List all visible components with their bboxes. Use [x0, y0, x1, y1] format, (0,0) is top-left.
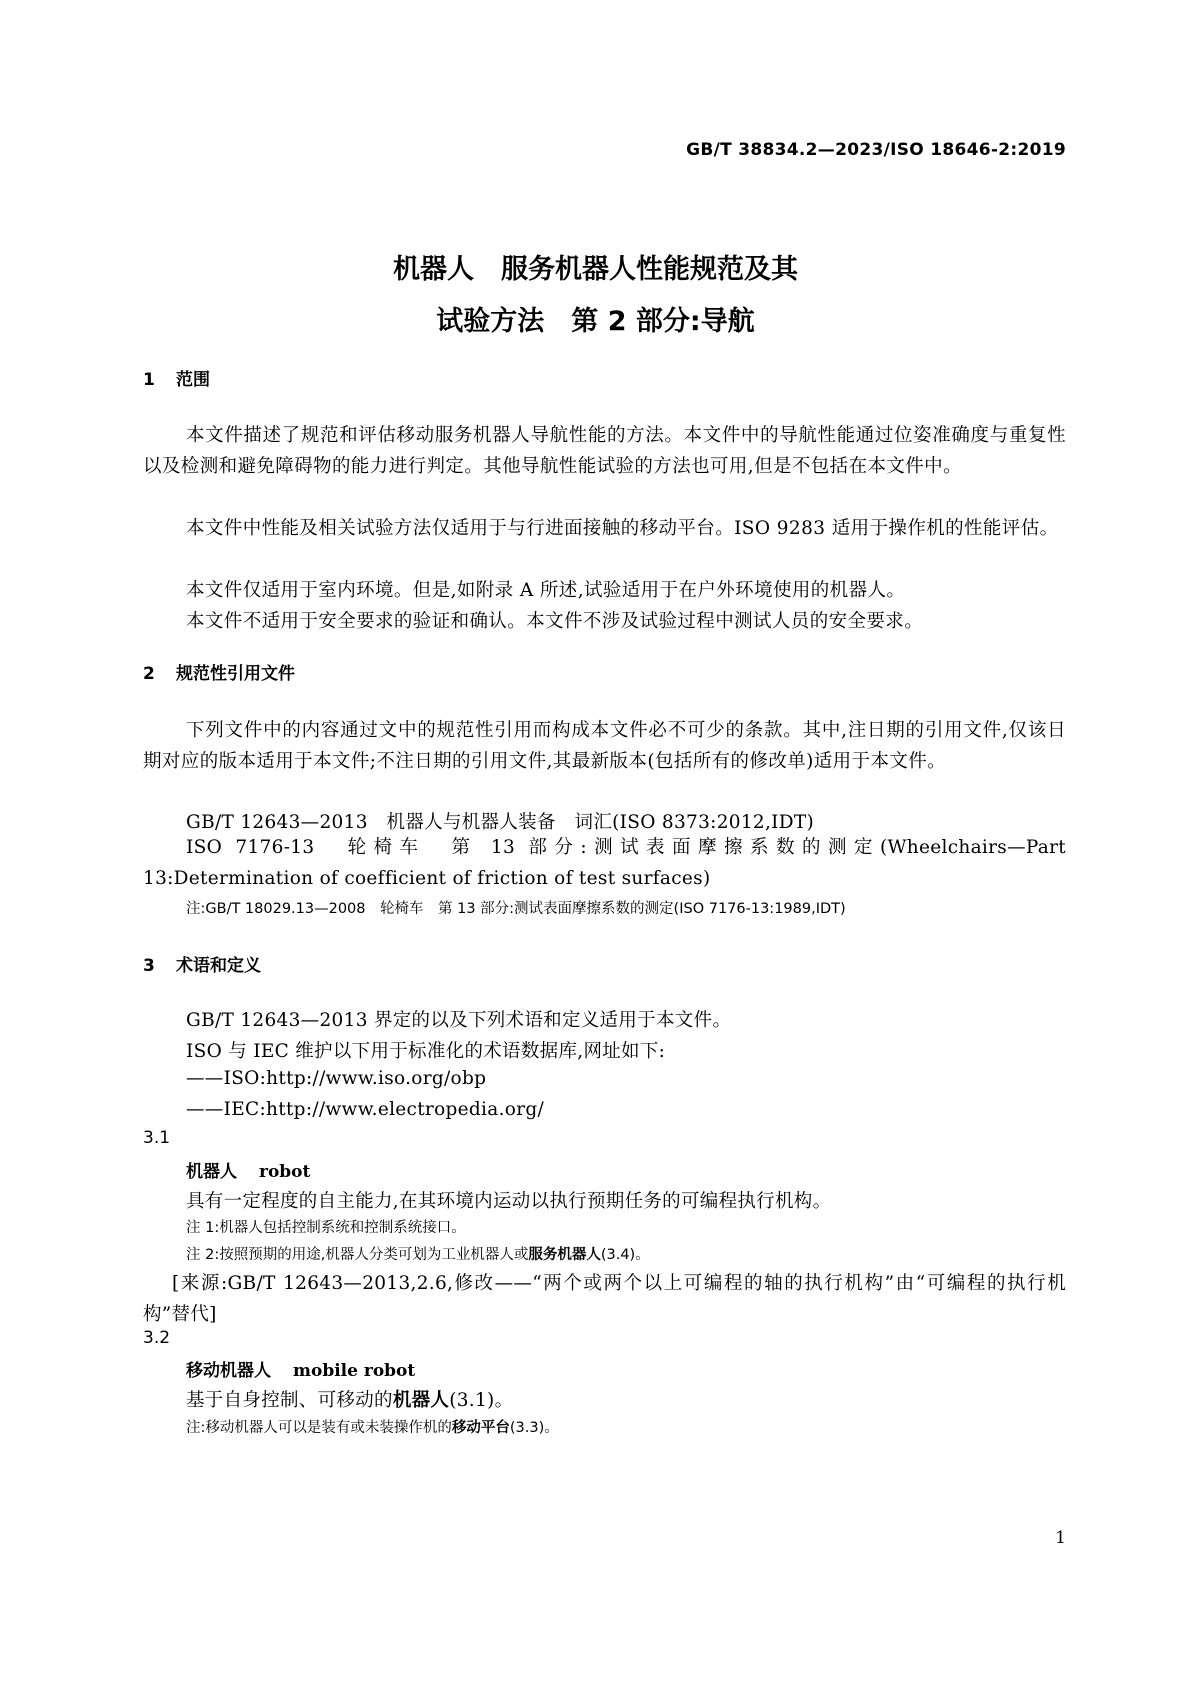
- section-1-heading: 1 范围: [143, 370, 210, 390]
- term-3-2-number: 3.2: [143, 1328, 171, 1348]
- term-3-1-number: 3.1: [143, 1128, 171, 1148]
- term-3-2-note: 注:移动机器人可以是装有或未装操作机的移动平台(3.3)。: [186, 1420, 559, 1436]
- section-2-heading: 2 规范性引用文件: [143, 664, 295, 684]
- document-title: [0, 244, 1191, 348]
- term-database-iso: ——ISO:http://www.iso.org/obp: [186, 1068, 487, 1089]
- section-3-heading: 3 术语和定义: [143, 956, 261, 976]
- section-3-paragraph-2: ISO 与 IEC 维护以下用于标准化的术语数据库,网址如下:: [186, 1041, 666, 1062]
- title-line-1: 机器人 服务机器人性能规范及其: [393, 254, 798, 285]
- section-1-paragraph-3: 本文件仅适用于室内环境。但是,如附录 A 所述,试验适用于在户外环境使用的机器人。: [186, 580, 906, 601]
- section-1-paragraph-4: 本文件不适用于安全要求的验证和确认。本文件不涉及试验过程中测试人员的安全要求。: [186, 611, 924, 632]
- page-number: 1: [1055, 1528, 1066, 1548]
- normative-reference-1: GB/T 12643—2013 机器人与机器人装备 词汇(ISO 8373:2012,IDT): [186, 812, 815, 833]
- section-2-note: 注:GB/T 18029.13—2008 轮椅车 第 13 部分:测试表面摩擦系数的测定(ISO 7176-13:1989,IDT): [186, 901, 846, 917]
- term-3-1-note-2: 注 2:按照预期的用途,机器人分类可划为工业机器人或服务机器人(3.4)。: [186, 1247, 650, 1263]
- term-database-iec: ——IEC:http://www.electropedia.org/: [186, 1099, 545, 1120]
- term-3-1-definition: 具有一定程度的自主能力,在其环境内运动以执行预期任务的可编程执行机构。: [186, 1191, 832, 1212]
- term-3-2-title: 移动机器人 mobile robot: [186, 1361, 416, 1381]
- title-line-2: 试验方法 第 2 部分:导航: [436, 306, 755, 337]
- section-3-paragraph-1: GB/T 12643—2013 界定的以及下列术语和定义适用于本文件。: [186, 1010, 732, 1031]
- normative-reference-2: ISO 7176-13 轮椅车 第 13 部分:测试表面摩擦系数的测定(Wheelchairs—Part 13:Determination of coefficient of friction of test surfaces): [143, 837, 1066, 889]
- section-1-paragraph-1: 本文件描述了规范和评估移动服务机器人导航性能的方法。本文件中的导航性能通过位姿准确度与重复性以及检测和避免障碍物的能力进行判定。其他导航性能试验的方法也可用,但是不包括在本文件中。: [143, 425, 1066, 477]
- term-3-1-source: [来源:GB/T 12643—2013,2.6,修改——“两个或两个以上可编程的轴的执行机构”由“可编程的执行机构”替代]: [143, 1273, 1066, 1325]
- term-3-1-note-1: 注 1:机器人包括控制系统和控制系统接口。: [186, 1220, 466, 1236]
- section-2-paragraph-1: 下列文件中的内容通过文中的规范性引用而构成本文件必不可少的条款。其中,注日期的引用文件,仅该日期对应的版本适用于本文件;不注日期的引用文件,其最新版本(包括所有的修改单)适用于本文件。: [143, 720, 1066, 772]
- section-1-paragraph-2: 本文件中性能及相关试验方法仅适用于与行进面接触的移动平台。ISO 9283 适用于操作机的性能评估。: [186, 518, 1059, 539]
- term-3-2-definition: 基于自身控制、可移动的机器人(3.1)。: [186, 1390, 514, 1411]
- standard-code: GB/T 38834.2—2023/ISO 18646-2:2019: [686, 140, 1066, 160]
- term-3-1-title: 机器人 robot: [186, 1162, 311, 1182]
